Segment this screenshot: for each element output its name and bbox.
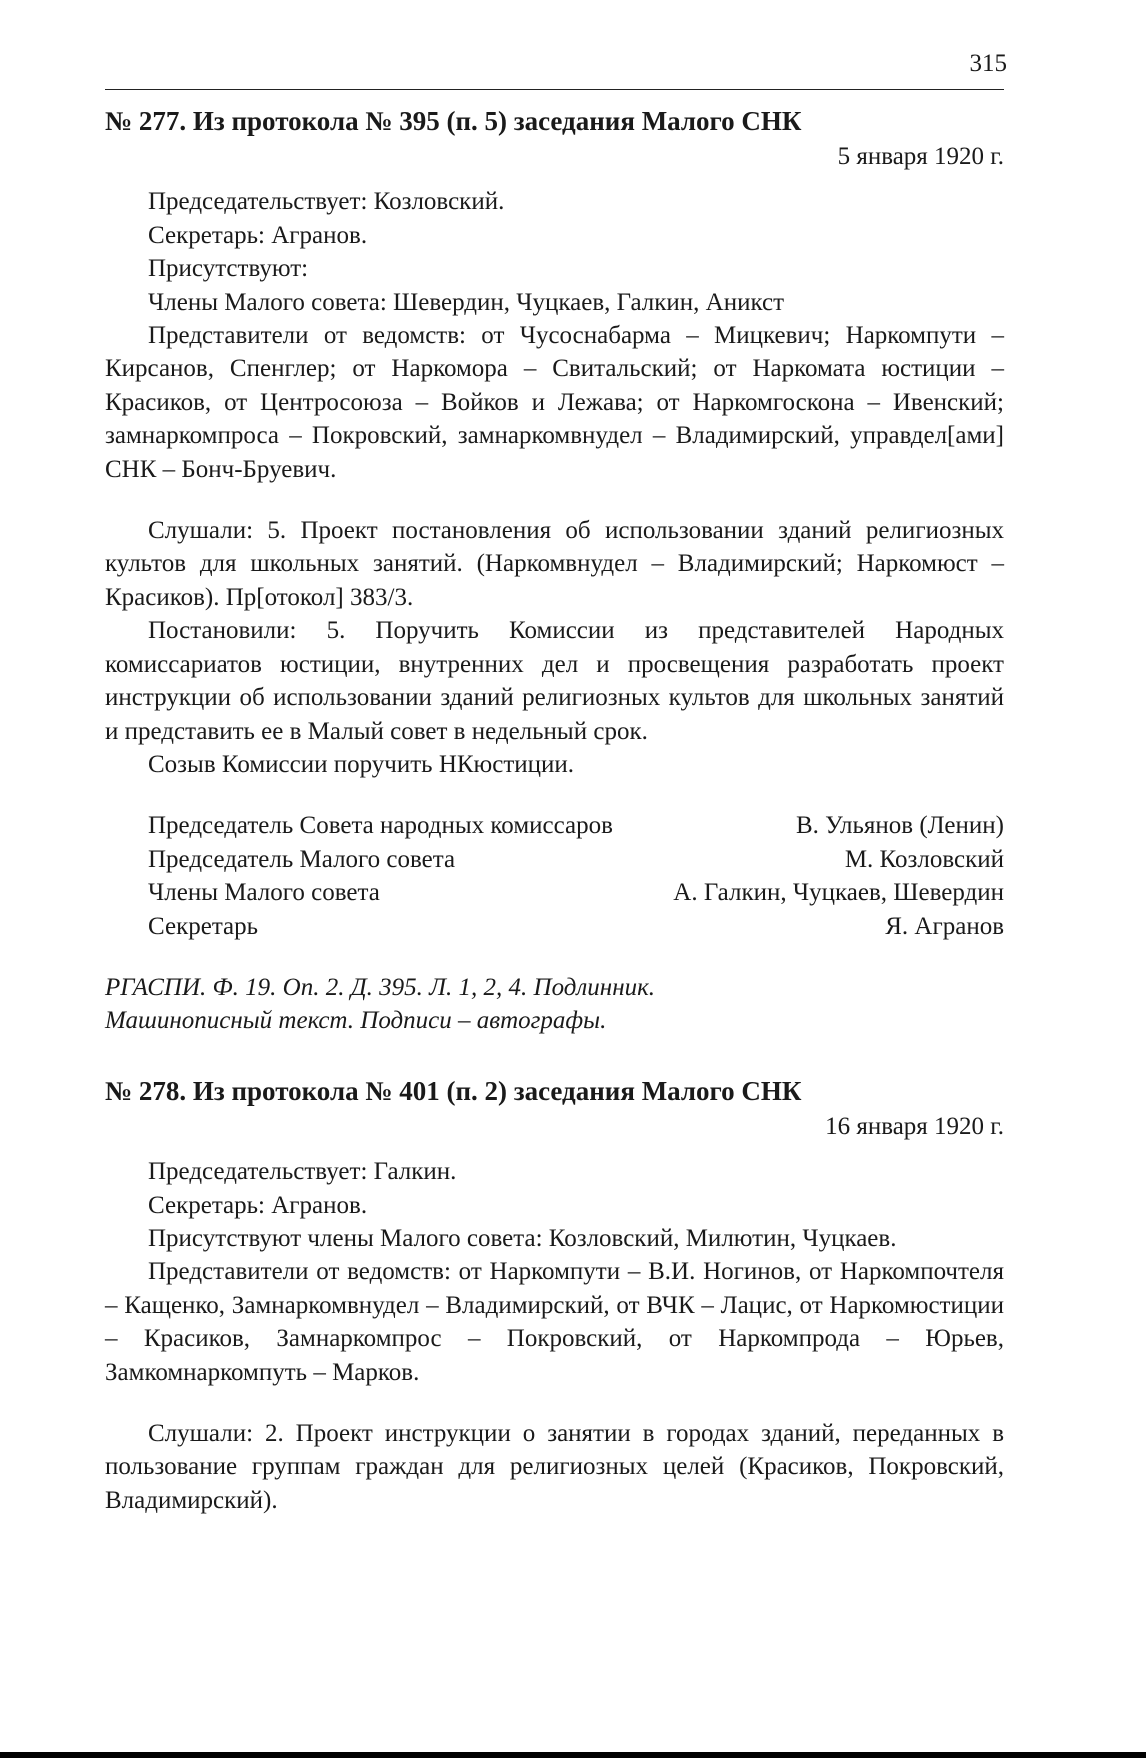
document-278 <box>105 1074 1004 1517</box>
signature-name: Я. Агранов <box>885 912 1004 940</box>
present-line: Присутствуют члены Малого совета: Козловский, Милютин, Чуцкаев. <box>148 1224 897 1252</box>
heard-paragraph: Слушали: 2. Проект инструкции о занятии в городах зданий, переданных в пользование группам граждан для религиозных целей (Красиков, Покровский, Владимирский). <box>105 1420 1004 1514</box>
archive-source-line: Машинописный текст. Подписи – автографы. <box>105 1007 607 1035</box>
page-number: 315 <box>969 50 1007 77</box>
signature-row <box>105 876 1004 909</box>
document-277 <box>105 104 1004 1038</box>
signature-name: М. Козловский <box>844 845 1004 873</box>
signature-role: Члены Малого совета <box>148 879 380 907</box>
signatures-table <box>105 809 1004 943</box>
members-line: Члены Малого совета: Шевердин, Чуцкаев, Галкин, Аникст <box>148 288 785 316</box>
heard-paragraph: Слушали: 5. Проект постановления об использовании зданий религиозных культов для школьных занятий. (Наркомвнудел – Владимирский; Наркомюст – Красиков). Пр[отокол] 383/3. <box>105 517 1004 611</box>
document-title: № 277. Из протокола № 395 (п. 5) заседания Малого СНК <box>105 106 802 136</box>
signature-name: А. Галкин, Чуцкаев, Шевердин <box>673 879 1004 907</box>
signature-role: Секретарь <box>148 912 259 940</box>
signature-row <box>105 809 1004 842</box>
signature-role: Председатель Малого совета <box>148 845 456 873</box>
resolved-paragraph: Постановили: 5. Поручить Комиссии из представителей Народных комиссариатов юстиции, внутренних дел и просвещения разработать проект инструкции об использовании зданий религиозных культов для школьных занятий и представить ее в Малый совет в недельный срок. <box>105 617 1004 745</box>
document-date: 16 января 1920 г. <box>825 1112 1004 1140</box>
signature-role: Председатель Совета народных комиссаров <box>148 812 613 840</box>
signature-row <box>105 910 1004 943</box>
convene-line: Созыв Комиссии поручить НКюстиции. <box>148 750 575 778</box>
representatives-paragraph: Представители от ведомств: от Наркомпути – В.И. Ногинов, от Наркомпочтеля – Кащенко, Замнаркомвнудел – Владимирский, от ВЧК – Лацис, от Наркомюстиции – Красиков, Замнаркомпрос – Покровский, от Наркомпрода – Юрьев, Замкомнаркомпуть – Марков. <box>105 1258 1004 1386</box>
page-content <box>105 104 1004 1517</box>
signature-name: В. Ульянов (Ленин) <box>795 812 1004 840</box>
archive-source-line: РГАСПИ. Ф. 19. Оп. 2. Д. 395. Л. 1, 2, 4. Подлинник. <box>105 973 656 1001</box>
page-bottom-edge <box>0 1752 1146 1758</box>
signature-row <box>105 843 1004 876</box>
chair-line: Председательствует: Козловский. <box>148 188 505 216</box>
present-label: Присутствуют: <box>148 255 309 283</box>
document-date: 5 января 1920 г. <box>837 143 1004 170</box>
representatives-paragraph: Представители от ведомств: от Чусоснабарма – Мицкевич; Наркомпути – Кирсанов, Спенглер; от Наркомора – Свитальский; от Наркомата юстиции – Красиков, от Центросоюза – Войков и Лежава; от Наркомгоскона – Ивенский; замнаркомпроса – Покровский, замнаркомвнудел – Владимирский, управдел[ами] СНК – Бонч-Бруевич. <box>105 322 1004 483</box>
document-title: № 278. Из протокола № 401 (п. 2) заседания Малого СНК <box>105 1075 802 1106</box>
chair-line: Председательствует: Галкин. <box>148 1158 457 1186</box>
secretary-line: Секретарь: Агранов. <box>148 1191 368 1219</box>
header-rule <box>105 89 1004 90</box>
secretary-line: Секретарь: Агранов. <box>148 221 368 249</box>
